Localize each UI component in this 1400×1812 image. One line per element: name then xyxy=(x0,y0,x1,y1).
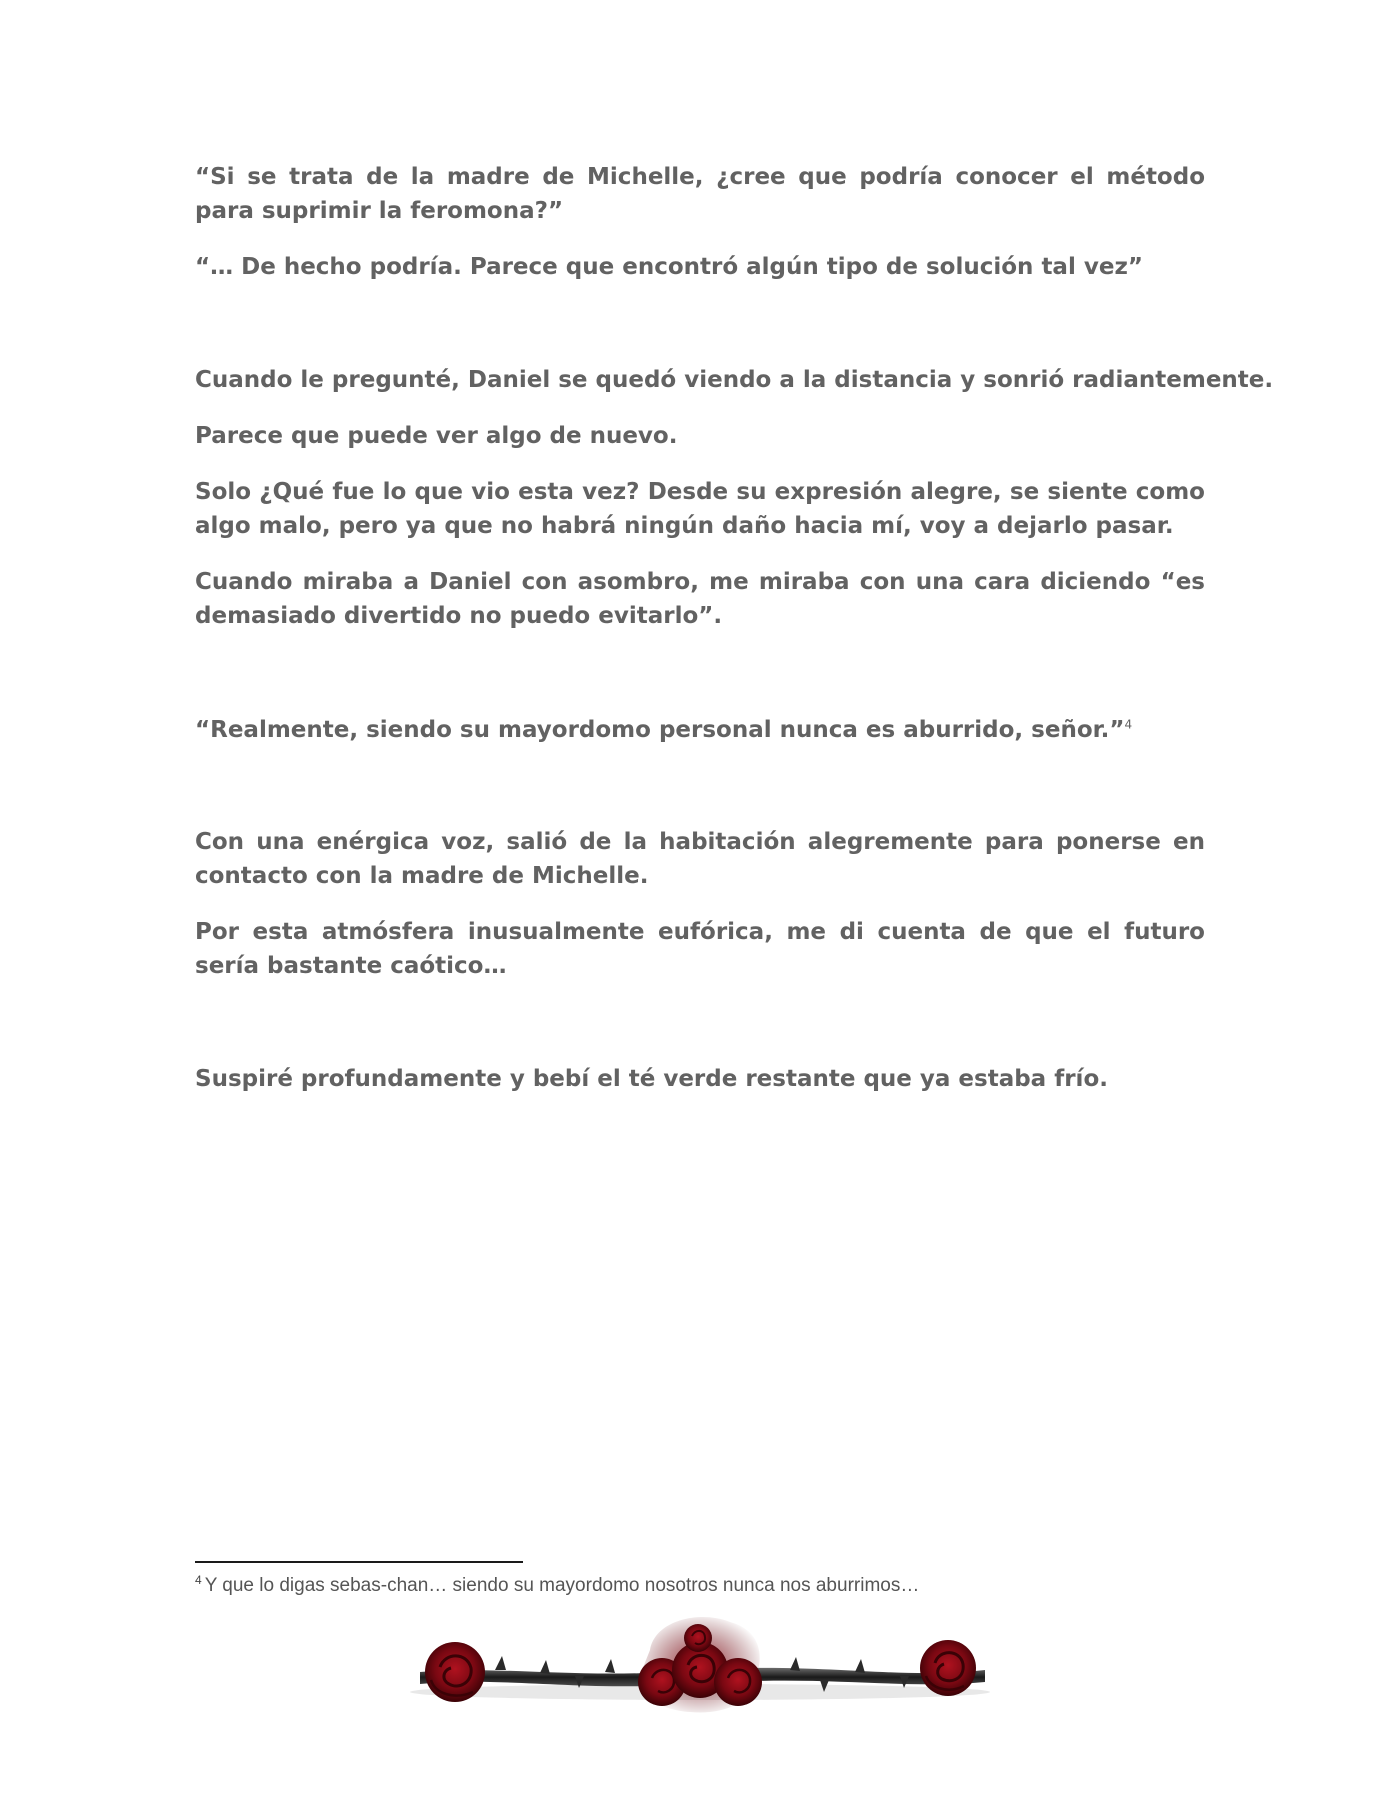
paragraph-7-text: “Realmente, siendo su mayordomo personal nunca es aburrido, señor.” xyxy=(195,717,1125,743)
footnote-reference[interactable]: 4 xyxy=(1124,717,1133,732)
rose-center-3 xyxy=(714,1658,762,1706)
paragraph-6: Cuando miraba a Daniel con asombro, me miraba con una cara diciendo “es demasiado divertido no puedo evitarlo”. xyxy=(195,569,1205,629)
footnote xyxy=(195,1572,1205,1600)
footnote-number: 4 xyxy=(195,1572,202,1587)
rose-left xyxy=(425,1642,485,1702)
rose-right xyxy=(920,1640,976,1696)
paragraph-8: Con una enérgica voz, salió de la habitación alegremente para ponerse en contacto con la madre de Michelle. xyxy=(195,829,1205,889)
paragraph-1: “Si se trata de la madre de Michelle, ¿cree que podría conocer el método para suprimir la feromona?” xyxy=(195,164,1205,224)
rose-divider-ornament xyxy=(400,1610,1000,1730)
footnote-separator xyxy=(195,1561,523,1563)
paragraph-10: Suspiré profundamente y bebí el té verde restante que ya estaba frío. xyxy=(195,1066,1108,1092)
paragraph-7 xyxy=(195,713,1205,747)
rose-center-top xyxy=(684,1624,712,1652)
paragraph-3: Cuando le pregunté, Daniel se quedó viendo a la distancia y sonrió radiantemente. xyxy=(195,367,1274,393)
paragraph-9: Por esta atmósfera inusualmente eufórica, me di cuenta de que el futuro sería bastante caótico… xyxy=(195,919,1205,979)
paragraph-4: Parece que puede ver algo de nuevo. xyxy=(195,423,678,449)
paragraph-2: “… De hecho podría. Parece que encontró algún tipo de solución tal vez” xyxy=(195,254,1143,280)
footnote-text: Y que lo digas sebas-chan… siendo su mayordomo nosotros nunca nos aburrimos… xyxy=(204,1575,920,1596)
paragraph-5: Solo ¿Qué fue lo que vio esta vez? Desde su expresión alegre, se siente como algo malo, pero ya que no habrá ningún daño hacia mí, voy a dejarlo pasar. xyxy=(195,479,1205,539)
